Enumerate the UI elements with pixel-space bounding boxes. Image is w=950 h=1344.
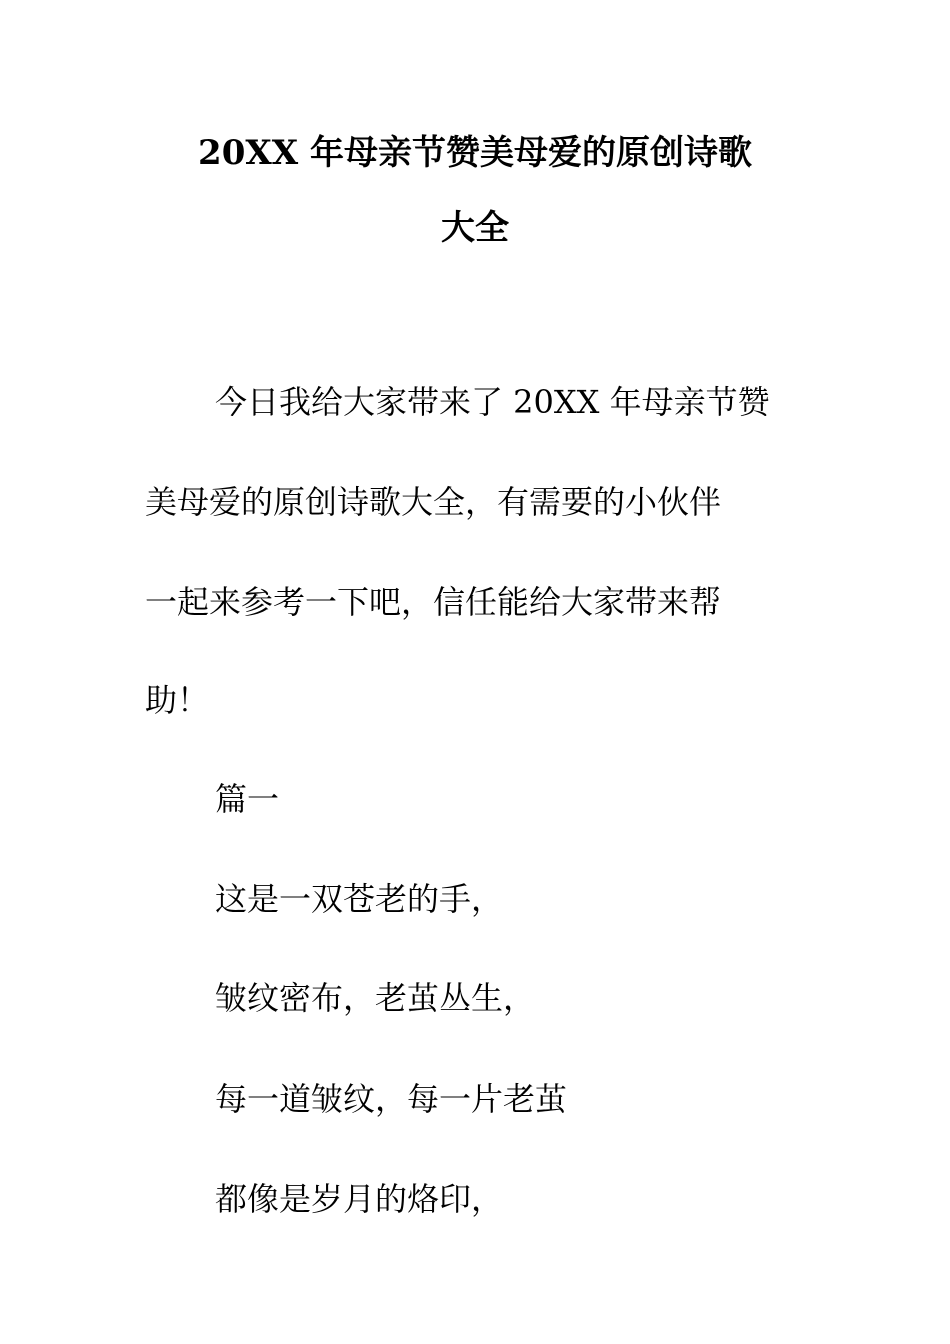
poem-line-2: 皱纹密布，老茧丛生，	[215, 979, 536, 1017]
intro-line-2: 美母爱的原创诗歌大全，有需要的小伙伴	[145, 483, 722, 521]
intro-line-4: 助！	[145, 681, 210, 719]
document-title-line-1: 20XX 年母亲节赞美母爱的原创诗歌	[198, 133, 752, 173]
poem-line-4: 都像是岁月的烙印，	[215, 1180, 504, 1218]
poem-line-3: 每一道皱纹，每一片老茧	[215, 1080, 568, 1118]
document-title-line-2: 大全	[441, 208, 509, 248]
intro-line-1: 今日我给大家带来了 20XX 年母亲节赞	[215, 383, 770, 421]
section-heading: 篇一	[215, 780, 280, 818]
intro-line-3: 一起来参考一下吧，信任能给大家带来帮	[145, 583, 722, 621]
poem-line-1: 这是一双苍老的手，	[215, 880, 504, 918]
